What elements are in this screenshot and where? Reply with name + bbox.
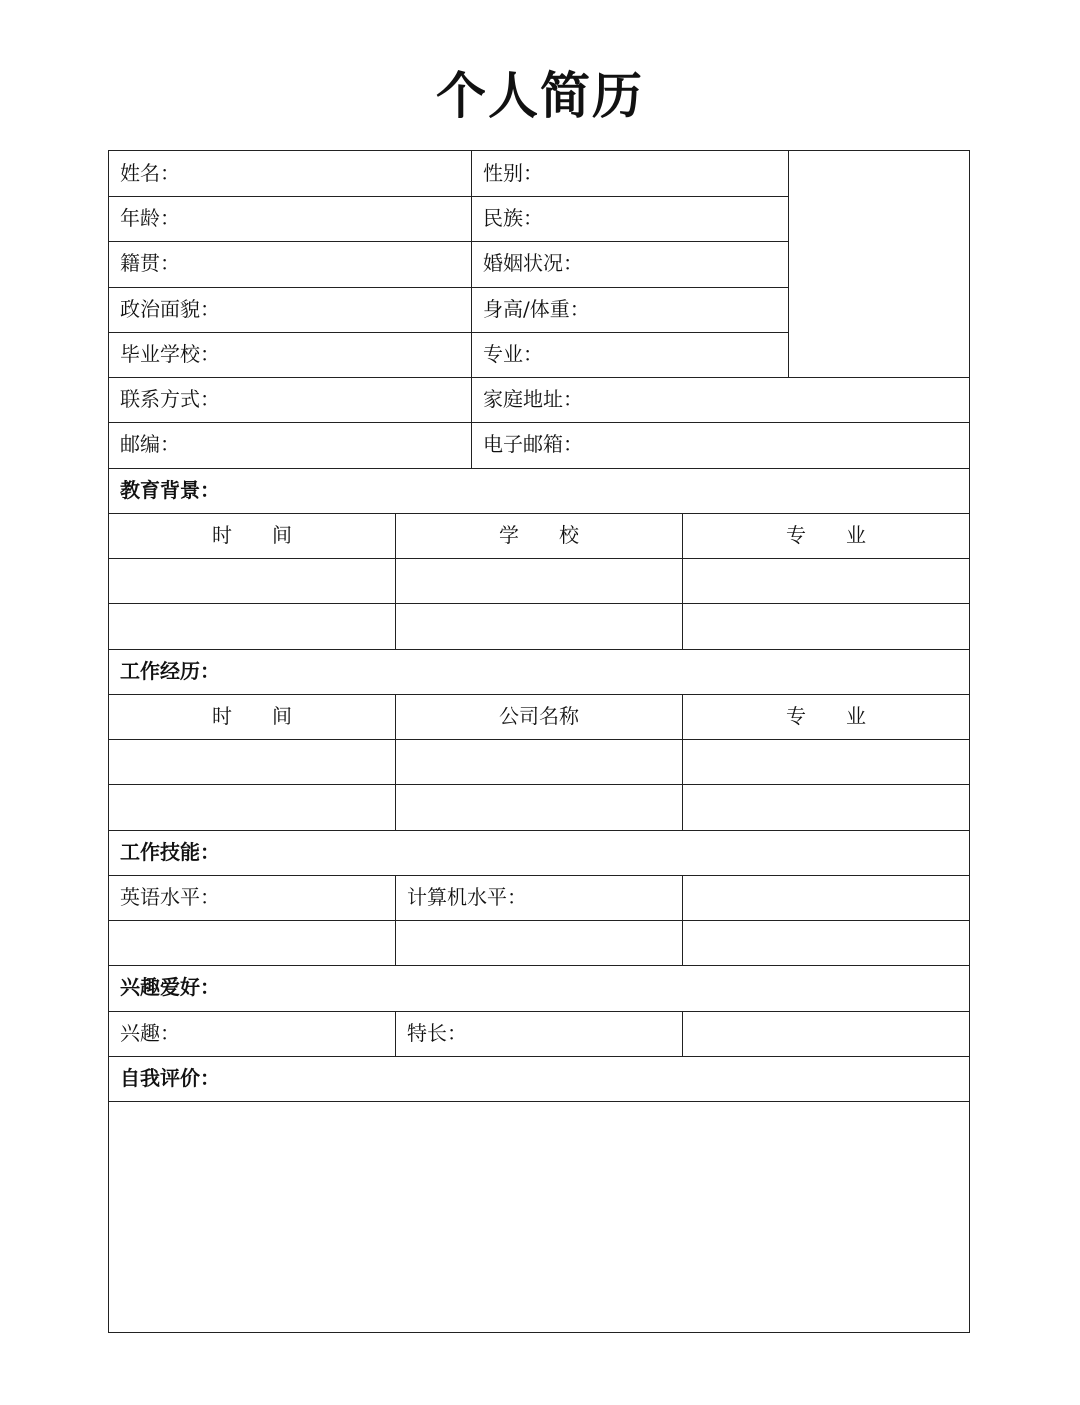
skills-cell[interactable] — [396, 920, 682, 965]
major-field[interactable]: 专业： — [483, 342, 543, 366]
english-level-field[interactable]: 英语水平： — [120, 885, 220, 909]
work-cell[interactable] — [683, 739, 969, 784]
postcode-field[interactable]: 邮编： — [120, 432, 180, 456]
education-col-school: 学 校 — [499, 523, 579, 547]
skills-cell[interactable] — [109, 920, 395, 965]
education-cell[interactable] — [396, 603, 682, 649]
work-cell[interactable] — [396, 739, 682, 784]
height-weight-field[interactable]: 身高/体重： — [483, 297, 590, 321]
work-cell[interactable] — [683, 784, 969, 830]
skills-heading: 工作技能： — [120, 840, 220, 864]
political-status-field[interactable]: 政治面貌： — [120, 297, 220, 321]
education-cell[interactable] — [683, 603, 969, 649]
education-cell[interactable] — [396, 558, 682, 603]
ethnicity-field[interactable]: 民族： — [483, 206, 543, 230]
education-cell[interactable] — [109, 603, 395, 649]
gender-field[interactable]: 性别： — [483, 161, 543, 185]
work-cell[interactable] — [109, 784, 395, 830]
school-field[interactable]: 毕业学校： — [120, 342, 220, 366]
education-cell[interactable] — [683, 558, 969, 603]
work-cell[interactable] — [396, 784, 682, 830]
hobbies-heading: 兴趣爱好： — [120, 975, 220, 999]
work-heading: 工作经历： — [120, 659, 220, 683]
interest-field[interactable]: 兴趣： — [120, 1021, 180, 1045]
self-evaluation-area[interactable] — [109, 1102, 969, 1331]
hobbies-cell[interactable] — [683, 1011, 969, 1056]
self-evaluation-heading: 自我评价： — [120, 1066, 220, 1090]
education-cell[interactable] — [109, 558, 395, 603]
education-heading: 教育背景： — [120, 478, 220, 502]
education-col-time: 时 间 — [212, 523, 292, 547]
work-cell[interactable] — [109, 739, 395, 784]
work-col-major: 专 业 — [786, 704, 866, 728]
photo-box[interactable] — [789, 151, 969, 377]
email-field[interactable]: 电子邮箱： — [483, 432, 583, 456]
education-col-major: 专 业 — [786, 523, 866, 547]
address-field[interactable]: 家庭地址： — [483, 387, 583, 411]
skills-cell[interactable] — [683, 920, 969, 965]
page-title: 个人简历 — [436, 66, 644, 125]
computer-level-field[interactable]: 计算机水平： — [407, 885, 527, 909]
work-col-company: 公司名称 — [499, 704, 579, 728]
resume-table — [108, 150, 970, 1333]
name-field[interactable]: 姓名： — [120, 161, 180, 185]
marital-status-field[interactable]: 婚姻状况： — [483, 251, 583, 275]
contact-field[interactable]: 联系方式： — [120, 387, 220, 411]
specialty-field[interactable]: 特长： — [407, 1021, 467, 1045]
skills-cell[interactable] — [683, 875, 969, 920]
work-col-time: 时 间 — [212, 704, 292, 728]
native-place-field[interactable]: 籍贯： — [120, 251, 180, 275]
age-field[interactable]: 年龄： — [120, 206, 180, 230]
